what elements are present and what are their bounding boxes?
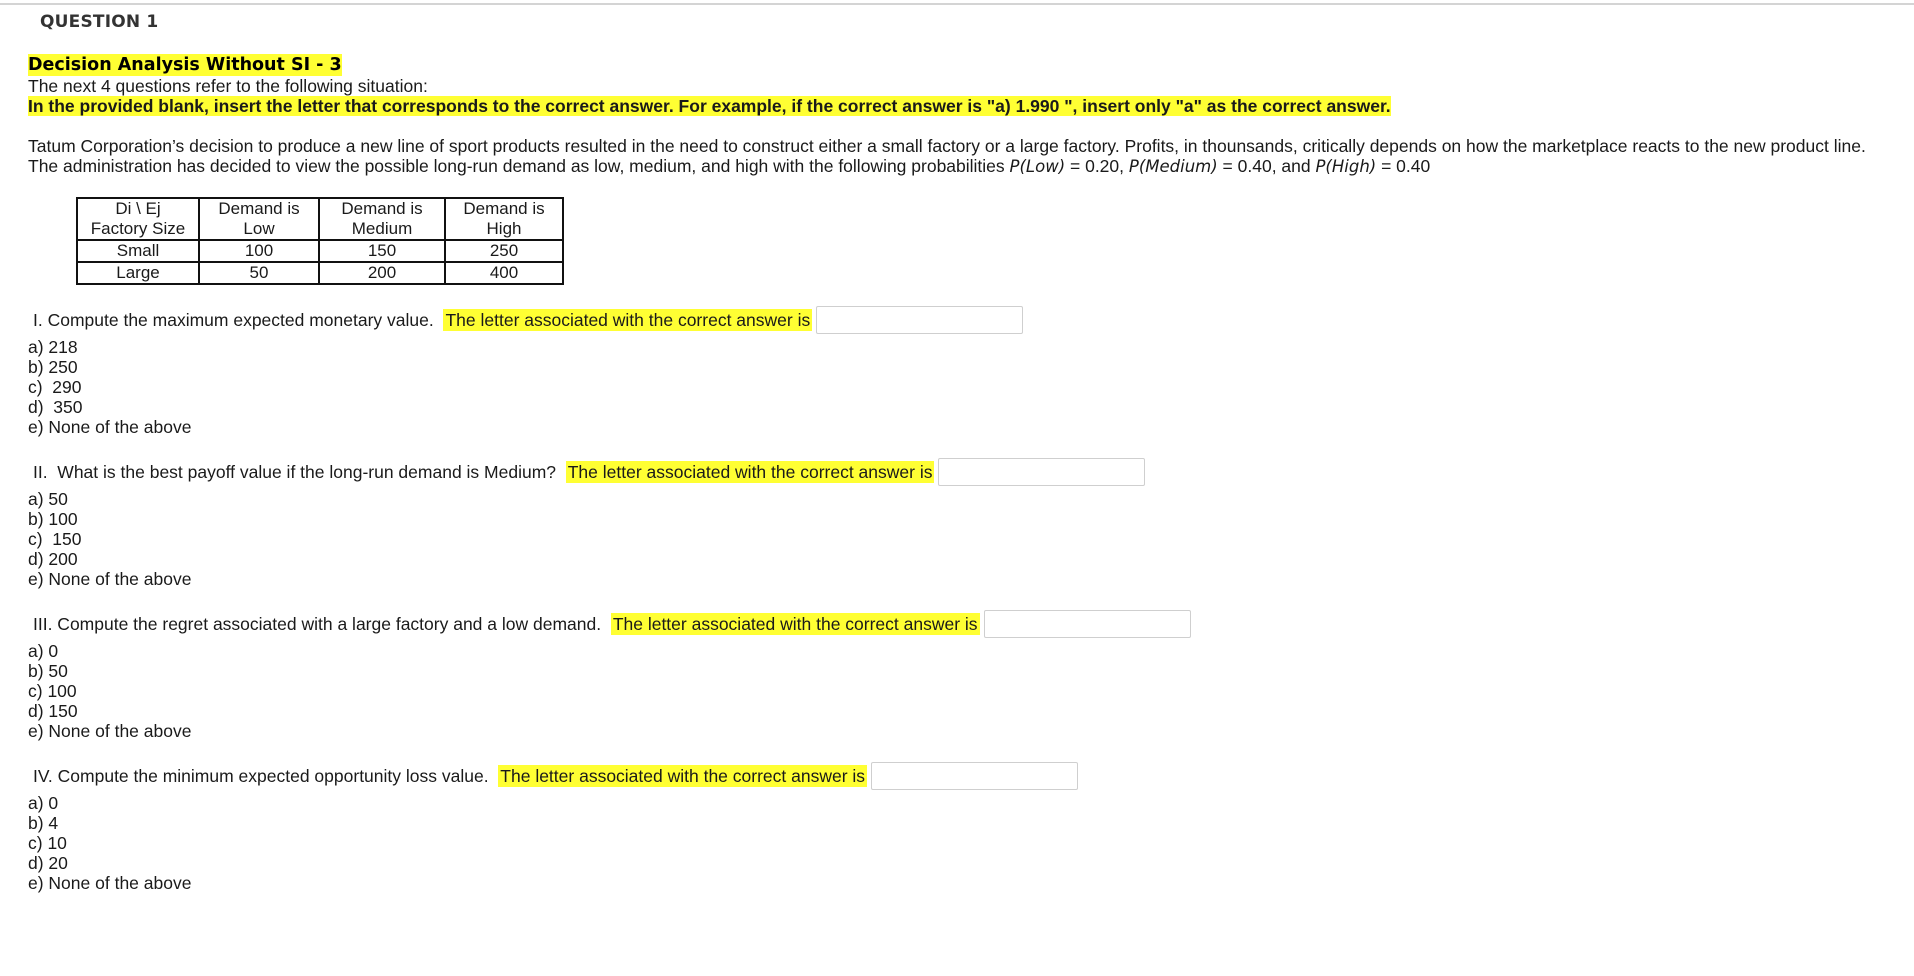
option: a) 0 bbox=[28, 793, 59, 813]
p-medium-label: P(Medium) bbox=[1128, 157, 1218, 176]
question-3-answer-input[interactable] bbox=[984, 610, 1191, 638]
question-1-answer-input[interactable] bbox=[816, 306, 1023, 334]
option: d) 350 bbox=[28, 397, 83, 417]
question-2-answer-input[interactable] bbox=[938, 458, 1145, 486]
option: a) 218 bbox=[28, 337, 78, 357]
scenario-text: Tatum Corporation’s decision to produce a new line of sport products resulted in the need to construct either a small factory or a large factory. Profits, in thounsands, critically depends on how the marketplace reacts to the new product line. The administration has decided to view the possible long-run demand as low, medium, and high with the following probabilities bbox=[28, 136, 1866, 176]
option: e) None of the above bbox=[28, 417, 192, 437]
option: c) 10 bbox=[28, 833, 67, 853]
table-header-cell: Demand is bbox=[319, 198, 445, 219]
option: b) 4 bbox=[28, 813, 59, 833]
option: d) 150 bbox=[28, 701, 78, 721]
table-cell: 150 bbox=[319, 240, 445, 262]
p-high-value: = 0.40 bbox=[1376, 156, 1431, 176]
question-content bbox=[28, 54, 1898, 893]
question-2 bbox=[28, 457, 1898, 589]
question-4 bbox=[28, 761, 1898, 893]
table-header-cell: Demand is bbox=[445, 198, 563, 219]
question-4-prompt: IV. Compute the minimum expected opportunity loss value. bbox=[33, 765, 499, 786]
question-4-answer-input[interactable] bbox=[871, 762, 1078, 790]
option: e) None of the above bbox=[28, 873, 192, 893]
question-2-prompt-line bbox=[33, 457, 1898, 487]
option: b) 50 bbox=[28, 661, 68, 681]
table-header-cell: High bbox=[445, 219, 563, 240]
top-divider bbox=[0, 3, 1914, 5]
option: c) 290 bbox=[28, 377, 82, 397]
p-high-label: P(High) bbox=[1315, 157, 1377, 176]
option: e) None of the above bbox=[28, 721, 192, 741]
table-header-cell: Demand is bbox=[199, 198, 319, 219]
instruction-line bbox=[28, 96, 1898, 116]
question-header: QUESTION 1 bbox=[40, 12, 159, 32]
question-4-prompt-line bbox=[33, 761, 1898, 791]
question-2-prompt: II. What is the best payoff value if the long-run demand is Medium? bbox=[33, 461, 566, 482]
instruction-text: In the provided blank, insert the letter that corresponds to the correct answer. For example, if the correct answer is "a) 1.990 ", insert only "a" as the correct answer. bbox=[28, 96, 1391, 116]
question-3-prompt-line bbox=[33, 609, 1898, 639]
table-cell: Large bbox=[77, 262, 199, 284]
question-1-prompt: I. Compute the maximum expected monetary value. bbox=[33, 309, 444, 330]
option: b) 100 bbox=[28, 509, 78, 529]
payoff-table bbox=[76, 197, 564, 285]
question-1 bbox=[28, 305, 1898, 437]
answer-prompt: The letter associated with the correct answer is bbox=[612, 614, 978, 634]
question-3 bbox=[28, 609, 1898, 741]
answer-prompt: The letter associated with the correct answer is bbox=[567, 462, 933, 482]
table-header-row bbox=[77, 198, 563, 219]
option: b) 250 bbox=[28, 357, 78, 377]
option: d) 200 bbox=[28, 549, 78, 569]
option: c) 150 bbox=[28, 529, 82, 549]
table-header-cell: Medium bbox=[319, 219, 445, 240]
table-header-cell: Factory Size bbox=[77, 219, 199, 240]
option: d) 20 bbox=[28, 853, 68, 873]
table-row bbox=[77, 262, 563, 284]
table-cell: 200 bbox=[319, 262, 445, 284]
option: e) None of the above bbox=[28, 569, 192, 589]
scenario-paragraph bbox=[28, 136, 1898, 177]
question-4-options bbox=[28, 793, 1898, 893]
p-medium-value: = 0.40, and bbox=[1217, 156, 1316, 176]
table-cell: 400 bbox=[445, 262, 563, 284]
question-3-options bbox=[28, 641, 1898, 741]
table-cell: 100 bbox=[199, 240, 319, 262]
question-1-prompt-line bbox=[33, 305, 1898, 335]
table-cell: Small bbox=[77, 240, 199, 262]
question-3-prompt: III. Compute the regret associated with a large factory and a low demand. bbox=[33, 613, 611, 634]
p-low-value: = 0.20, bbox=[1065, 156, 1129, 176]
table-header-cell: Di \ Ej bbox=[77, 198, 199, 219]
p-low-label: P(Low) bbox=[1009, 157, 1066, 176]
intro-text: The next 4 questions refer to the following situation: bbox=[28, 76, 428, 96]
table-subheader-row bbox=[77, 219, 563, 240]
option: c) 100 bbox=[28, 681, 77, 701]
section-title: Decision Analysis Without SI - 3 bbox=[28, 55, 342, 75]
question-2-options bbox=[28, 489, 1898, 589]
answer-prompt: The letter associated with the correct answer is bbox=[500, 766, 866, 786]
answer-prompt: The letter associated with the correct answer is bbox=[445, 310, 811, 330]
table-cell: 50 bbox=[199, 262, 319, 284]
table-cell: 250 bbox=[445, 240, 563, 262]
question-1-options bbox=[28, 337, 1898, 437]
table-row bbox=[77, 240, 563, 262]
option: a) 50 bbox=[28, 489, 68, 509]
option: a) 0 bbox=[28, 641, 59, 661]
table-header-cell: Low bbox=[199, 219, 319, 240]
